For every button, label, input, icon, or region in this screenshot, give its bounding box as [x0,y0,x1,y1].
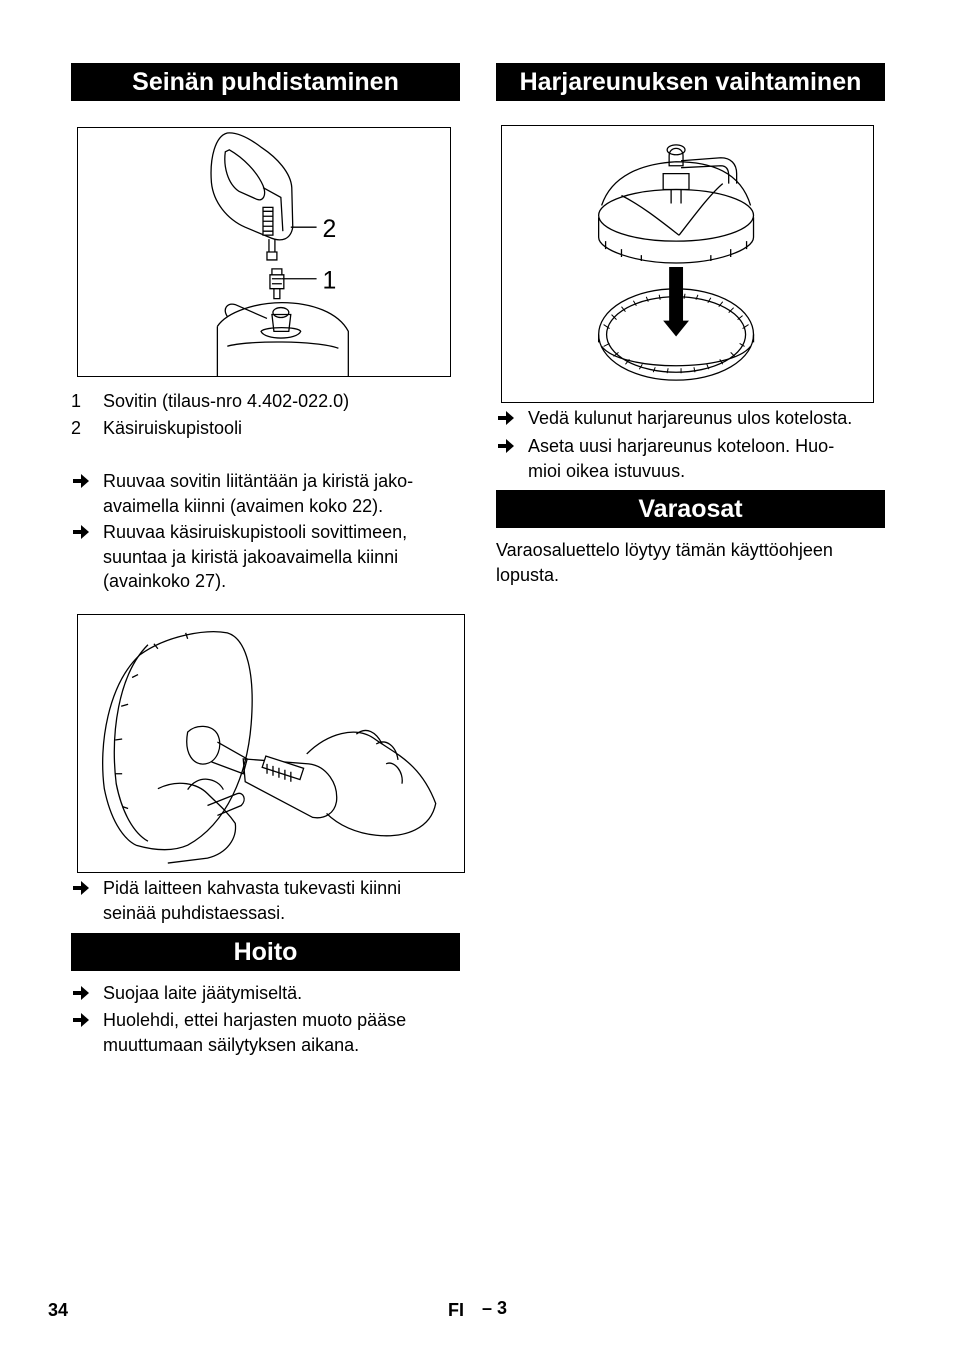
step-text-line: (avainkoko 27). [103,571,227,591]
legend-number: 1 [71,391,82,411]
step-text-line: Aseta uusi harjareunus koteloon. Huo- [528,436,835,456]
step-text-line: mioi oikea istuvuus. [528,460,686,481]
legend-number: 2 [71,418,82,438]
adapter-assembly-illustration [78,128,450,376]
step-item [71,520,460,595]
wall-cleaning-grip-illustration [78,615,464,872]
brush-replacement-illustration [502,126,873,402]
step-item [71,469,460,519]
arrow-right-icon [71,520,91,544]
arrow-right-icon [496,434,516,458]
step-item [496,406,885,431]
step-item [71,876,460,926]
language-code: FI [448,1300,464,1320]
step-text-line: avaimella kiinni (avaimen koko 22). [103,495,384,516]
step-item [496,434,885,484]
step-item [71,981,460,1006]
step-text-line: suuntaa ja kiristä jakoavaimella kiinni [103,546,399,567]
figure-brush-replacement [501,125,874,403]
arrow-right-icon [496,406,516,430]
callout-1: 1 [322,267,337,295]
paragraph-line: lopusta. [496,565,560,585]
section-heading-spare-parts: Varaosat [496,490,885,528]
section-heading-wall-cleaning: Seinän puhdistaminen [71,63,460,101]
figure-adapter-assembly [77,127,451,377]
page-number: 34 [48,1300,69,1320]
spare-parts-text [496,538,885,588]
section-page-indicator: – 3 [482,1298,508,1318]
section-heading-care: Hoito [71,933,460,971]
arrow-right-icon [71,876,91,900]
figure-wall-cleaning-grip [77,614,465,873]
step-text-line: Suojaa laite jäätymiseltä. [103,983,303,1003]
arrow-right-icon [71,981,91,1005]
step-text-line: Vedä kulunut harjareunus ulos kotelosta. [528,408,853,428]
callout-2: 2 [322,216,337,244]
arrow-right-icon [71,1008,91,1032]
step-text-line: Pidä laitteen kahvasta tukevasti kiinni [103,878,402,898]
legend-item-1 [71,389,460,413]
legend-text: Sovitin (tilaus-nro 4.402-022.0) [103,391,350,411]
legend-item-2 [71,416,460,440]
step-text-line: muuttumaan säilytyksen aikana. [103,1034,360,1055]
step-text-line: Ruuvaa sovitin liitäntään ja kiristä jako- [103,471,414,491]
paragraph-line: Varaosaluettelo löytyy tämän käyttöohjeen [496,540,833,560]
step-text-line: seinää puhdistaessasi. [103,902,286,923]
step-item [71,1008,460,1058]
step-text-line: Huolehdi, ettei harjasten muoto pääse [103,1010,407,1030]
legend-text: Käsiruiskupistooli [103,418,243,438]
step-text-line: Ruuvaa käsiruiskupistooli sovittimeen, [103,522,408,542]
arrow-right-icon [71,469,91,493]
section-heading-brush-replacement: Harjareunuksen vaihtaminen [496,63,885,101]
